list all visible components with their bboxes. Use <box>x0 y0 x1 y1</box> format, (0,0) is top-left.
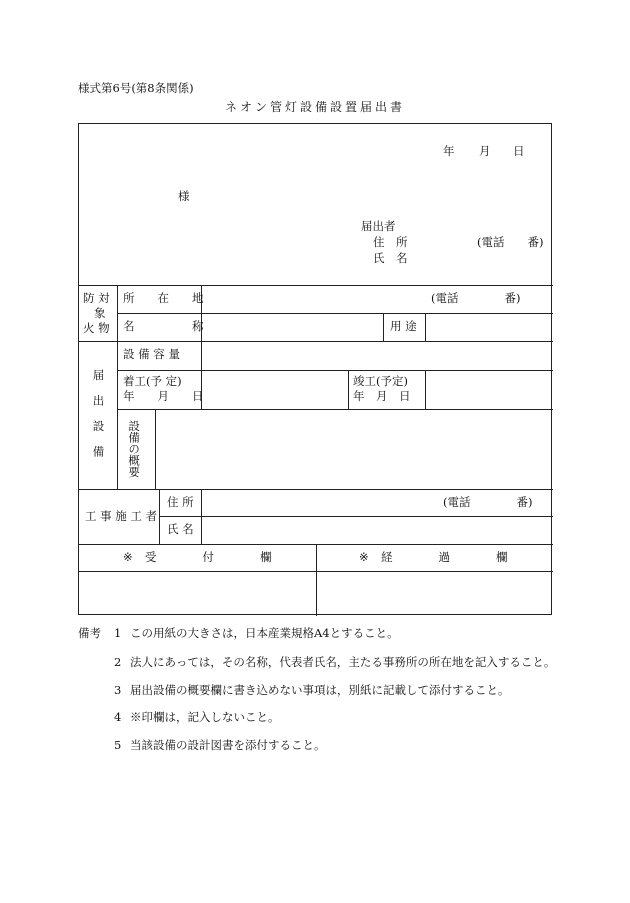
contractor-phone: (電話 番) <box>443 495 533 509</box>
note-text-3: 届出設備の概要欄に書き込めない事項は，別紙に記載して添付すること。 <box>130 683 510 697</box>
target-use-label: 用 途 <box>390 319 417 333</box>
notifier-name-label: 氏 名 <box>373 251 408 265</box>
rule-v-use-left <box>383 313 384 341</box>
rule-v-contractor-label <box>201 489 202 544</box>
date-day: 日 <box>513 144 525 158</box>
rule-v-end-right <box>425 370 426 409</box>
rule-dates-bottom <box>117 409 553 410</box>
equipment-group-label: 届出設備 <box>91 369 106 471</box>
form-table <box>78 123 552 615</box>
notifier-phone: (電話 番) <box>477 235 544 249</box>
notifier-address-label: 住 所 <box>373 235 408 249</box>
rule-v-reception <box>316 544 317 616</box>
note-text-4: ※印欄は，記入しないこと。 <box>130 710 280 724</box>
date-month: 月 <box>479 144 491 158</box>
reception-label: 受 付 欄 <box>145 550 272 564</box>
note-number-1: 1 <box>114 626 122 640</box>
rule-target-bottom <box>79 341 553 342</box>
rule-v-end-left <box>348 370 349 409</box>
rule-capacity-bottom <box>117 370 553 371</box>
equipment-end-label-2: 年 月 日 <box>353 389 411 403</box>
contractor-name-label: 氏 名 <box>167 522 194 536</box>
target-name-label: 名 称 <box>123 319 204 333</box>
form-id: 様式第6号(第8条関係) <box>78 81 194 95</box>
contractor-group-label: 工 事 施 工 者 <box>85 509 158 523</box>
note-text-5: 当該設備の設計図書を添付すること。 <box>130 738 326 752</box>
date-year: 年 <box>443 144 455 158</box>
notes-prefix: 備考 <box>78 626 101 640</box>
equipment-summary-label: 設備の概要 <box>127 420 142 478</box>
rule-equipment-bottom <box>79 489 553 490</box>
note-number-5: 5 <box>114 738 122 752</box>
note-number-3: 3 <box>114 683 122 697</box>
contractor-address-label: 住 所 <box>167 495 194 509</box>
equipment-capacity-label: 設 備 容 量 <box>123 347 180 361</box>
equipment-start-label-1: 着工(予 定) <box>123 374 182 388</box>
rule-v-use-right <box>425 313 426 341</box>
target-group-label-1: 防 対 <box>83 291 110 305</box>
target-group-label-3: 火 物 <box>83 321 110 335</box>
page-title: ネオン管灯設備設置届出書 <box>224 100 405 114</box>
progress-mark: ※ <box>359 550 369 564</box>
rule-contractor-mid <box>159 516 553 517</box>
note-text-2: 法人にあっては，その名称，代表者氏名，主たる事務所の所在地を記入すること。 <box>130 655 556 669</box>
rule-v-contractor-group <box>159 489 160 544</box>
target-phone: (電話 番) <box>431 291 521 305</box>
notifier-label: 届出者 <box>361 219 396 233</box>
rule-v-summary <box>155 409 156 489</box>
progress-label: 経 過 欄 <box>381 550 508 564</box>
note-number-4: 4 <box>114 710 122 724</box>
rule-v-group <box>117 285 118 489</box>
addressee-suffix: 様 <box>178 189 190 203</box>
equipment-start-label-2: 年 月 日 <box>123 389 204 403</box>
note-text-1: この用紙の大きさは，日本産業規格A4とすること。 <box>130 626 399 640</box>
target-location-label: 所 在 地 <box>123 291 204 305</box>
note-number-2: 2 <box>114 655 122 669</box>
target-group-label-2: 象 <box>94 306 106 320</box>
reception-mark-1: ※ <box>123 550 133 564</box>
equipment-end-label-1: 竣工(予定) <box>353 374 408 388</box>
rule-target-mid <box>117 313 553 314</box>
rule-header-bottom <box>79 285 553 286</box>
